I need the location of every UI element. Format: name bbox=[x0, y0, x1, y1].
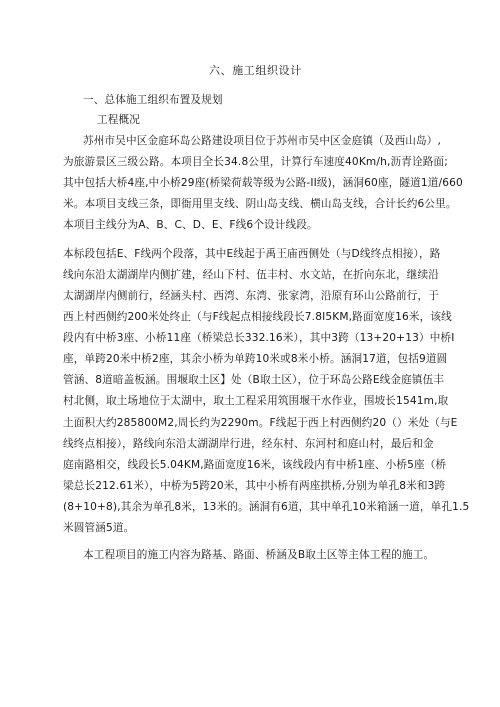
paragraph-2-line: 线向东沿太湖湖岸内侧扩建，经山下村、伍丰村、水文站，在折向东北，继续沿 bbox=[63, 269, 440, 281]
paragraph-2-line: 线终点相接），路线向东沿太湖湖岸行进，经东村、东河村和庭山村，最后和金 bbox=[63, 438, 434, 450]
paragraph-2-line: 梁总长212.61米），中桥为5跨20米，其中小桥有两座拱桥,分别为单孔8米和3跨 bbox=[63, 480, 446, 492]
paragraph-2-line: 村北侧，取土场地位于太湖中，取土工程采用筑围堰干水作业，围坡长1541m,取 bbox=[63, 395, 449, 407]
paragraph-2-line: 段内有中桥3座、小桥11座（桥梁总长332.16米），其中3跨（13+20+13）中桥I bbox=[63, 332, 455, 344]
document-title: 六、施工组织设计 bbox=[209, 64, 302, 77]
paragraph-2-line: 太湖湖岸内侧前行，经涵头村、西湾、东湾、张家湾，沿原有环山公路前行，于 bbox=[63, 290, 440, 302]
paragraph-1-line: 米。本项目支线三条，即衙用里支线、阴山岛支线、横山岛支线，合计长约6公里。 bbox=[63, 198, 457, 210]
paragraph-2-line: 本标段包括E、F线两个段落，其中E线起于禹王庙西侧处（与D线终点相接），路 bbox=[63, 248, 441, 260]
paragraph-2-line: 庭南路相交，线段长5.04KM,路面宽度16米，该线段内有中桥1座、小桥5座（桥 bbox=[63, 459, 447, 471]
paragraph-1-line: 其中包括大桥4座,中小桥29座(桥梁荷载等级为公路-II级)，涵洞60座，隧道1道/660 bbox=[63, 177, 463, 189]
paragraph-2-line: 管涵、8道暗盖板涵。围堰取土区】处（B取土区），位于环岛公路E线金庭镇伍丰 bbox=[63, 374, 445, 386]
paragraph-3-line: 本工程项目的施工内容为路基、路面、桥涵及B取土区等主体工程的施工。 bbox=[83, 549, 435, 561]
section-heading: 一、总体施工组织布置及规划 bbox=[83, 94, 223, 106]
paragraph-2-line: 米圆管涵5道。 bbox=[63, 522, 135, 534]
paragraph-1-line: 本项目主线分为A、B、C、D、E、F线6个设计线段。 bbox=[63, 219, 318, 231]
paragraph-2-line: 座，单跨20米中桥2座，其余小桥为单跨10米或8米小桥。涵洞17道，包括9道圆 bbox=[63, 353, 448, 365]
paragraph-2-line: 西上村西侧约200米处终止（与F线起点相接线段长7.8I5KM,路面宽度16米，该线 bbox=[63, 311, 452, 323]
paragraph-1-line: 苏州市吴中区金庭环岛公路建设项目位于苏州市吴中区金庭镇（及西山岛）, bbox=[83, 135, 442, 147]
paragraph-1-line: 为旅游景区三级公路。本项目全长34.8公里，计算行车速度40Km/h,沥青诠路面; bbox=[63, 156, 448, 168]
subsection-heading: 工程概况 bbox=[97, 114, 140, 126]
paragraph-2-line: (8+10+8),其余为单孔8米，13米的。涵洞有6道，其中单孔10米箱涵一道，单孔1.5 bbox=[63, 501, 470, 513]
paragraph-2-line: 土面积大约285800M2,周长约为2290m。F线起于西上村西侧约20（）米处（与E bbox=[63, 417, 458, 429]
